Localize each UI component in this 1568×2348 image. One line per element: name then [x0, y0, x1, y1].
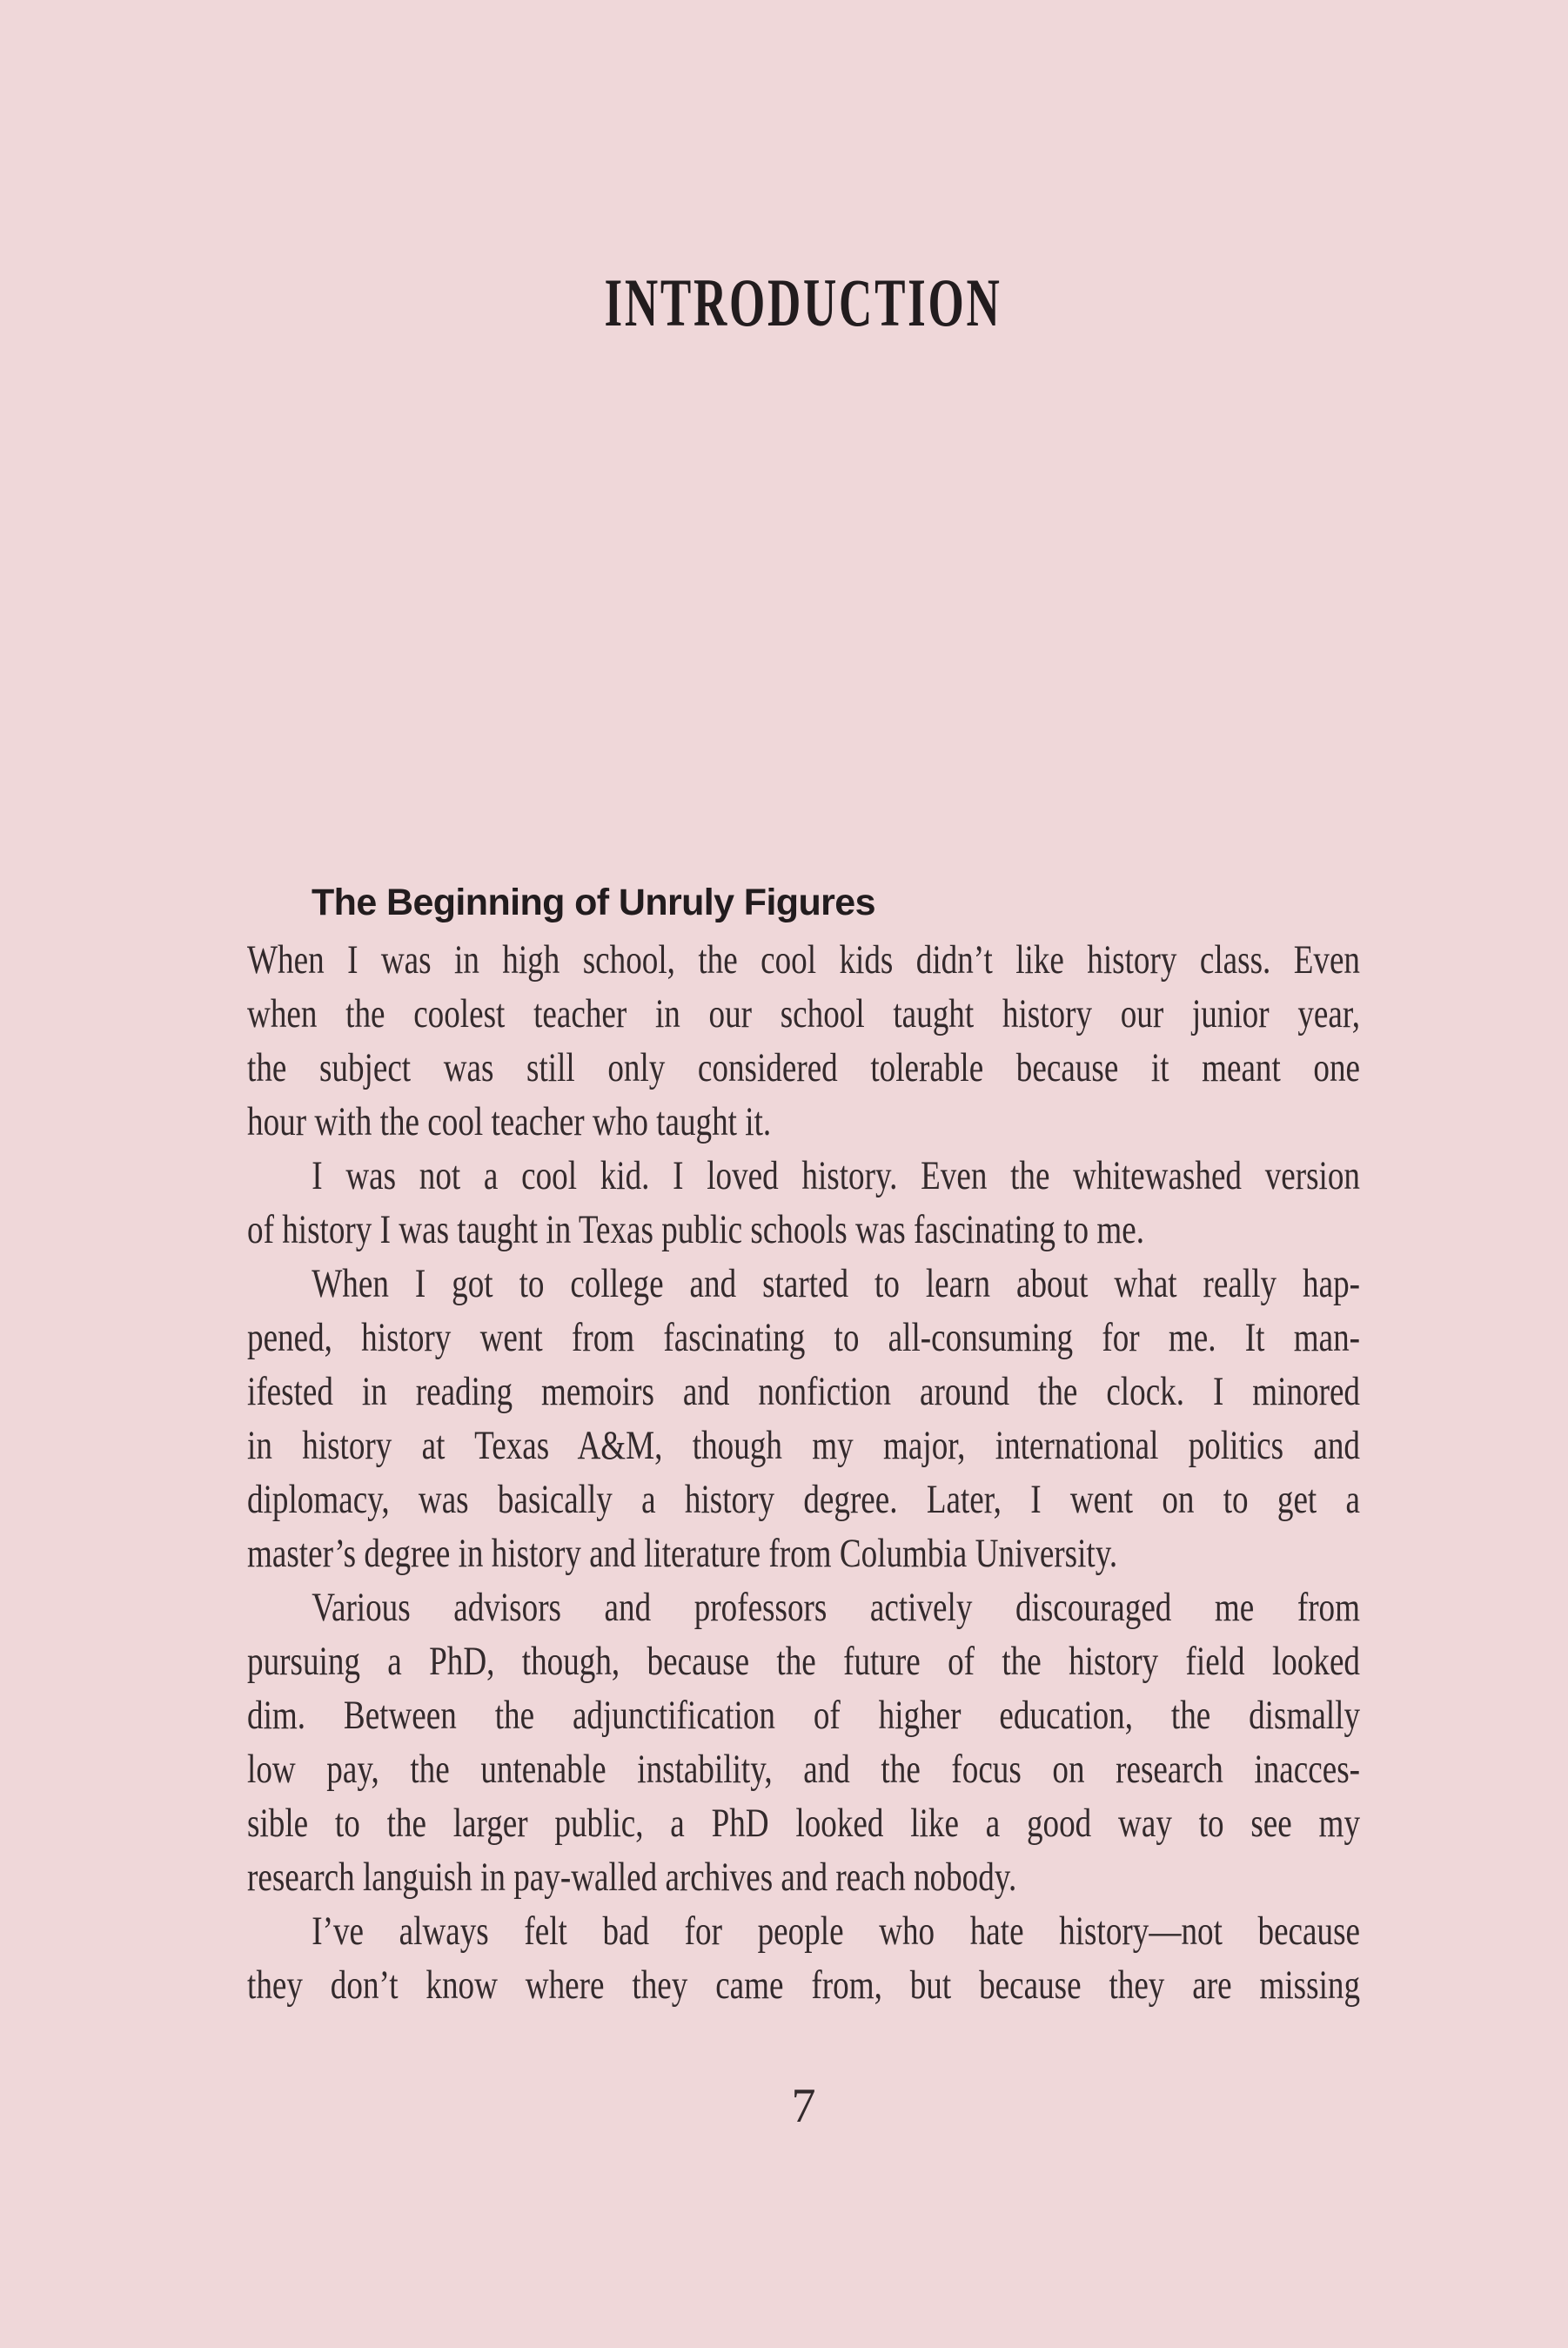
body-line: diplomacy, was basically a history degree. Later, I went on to get a: [247, 1477, 1361, 1522]
section-heading: The Beginning of Unruly Figures: [312, 882, 875, 923]
body-line: research languish in pay-walled archives and reach nobody.: [247, 1855, 1017, 1900]
body-line: I was not a cool kid. I loved history. Even the whitewashed version: [312, 1153, 1361, 1198]
body-line: of history I was taught in Texas public schools was fascinating to me.: [247, 1207, 1145, 1252]
body-line: pened, history went from fascinating to all-consuming for me. It man-: [247, 1315, 1361, 1360]
body-line: when the coolest teacher in our school taught history our junior year,: [247, 991, 1361, 1036]
body-line: low pay, the untenable instability, and the focus on research inacces-: [247, 1747, 1361, 1792]
page-number: 7: [791, 2079, 816, 2133]
body-line: I’ve always felt bad for people who hate history—not because: [312, 1909, 1361, 1954]
body-line: the subject was still only considered tolerable because it meant one: [247, 1045, 1361, 1090]
body-line: hour with the cool teacher who taught it.: [247, 1099, 772, 1144]
body-line: they don’t know where they came from, but because they are missing: [247, 1962, 1361, 2008]
body-line: dim. Between the adjunctification of higher education, the dismally: [247, 1693, 1361, 1738]
body-line: When I got to college and started to learn about what really hap-: [312, 1261, 1361, 1306]
body-line: Various advisors and professors actively discouraged me from: [312, 1585, 1361, 1630]
body-line: ifested in reading memoirs and nonfiction around the clock. I minored: [247, 1369, 1361, 1414]
chapter-title-text: INTRODUCTION: [604, 265, 1002, 340]
body-line: master’s degree in history and literature from Columbia University.: [247, 1531, 1118, 1576]
body-line: When I was in high school, the cool kids didn’t like history class. Even: [247, 937, 1361, 983]
body-line: in history at Texas A&M, though my major, international politics and: [247, 1423, 1361, 1468]
body-text: [247, 933, 1360, 2012]
chapter-title: [247, 263, 1360, 362]
body-line: pursuing a PhD, though, because the future of the history field looked: [247, 1639, 1361, 1684]
body-line: sible to the larger public, a PhD looked like a good way to see my: [247, 1801, 1361, 1846]
